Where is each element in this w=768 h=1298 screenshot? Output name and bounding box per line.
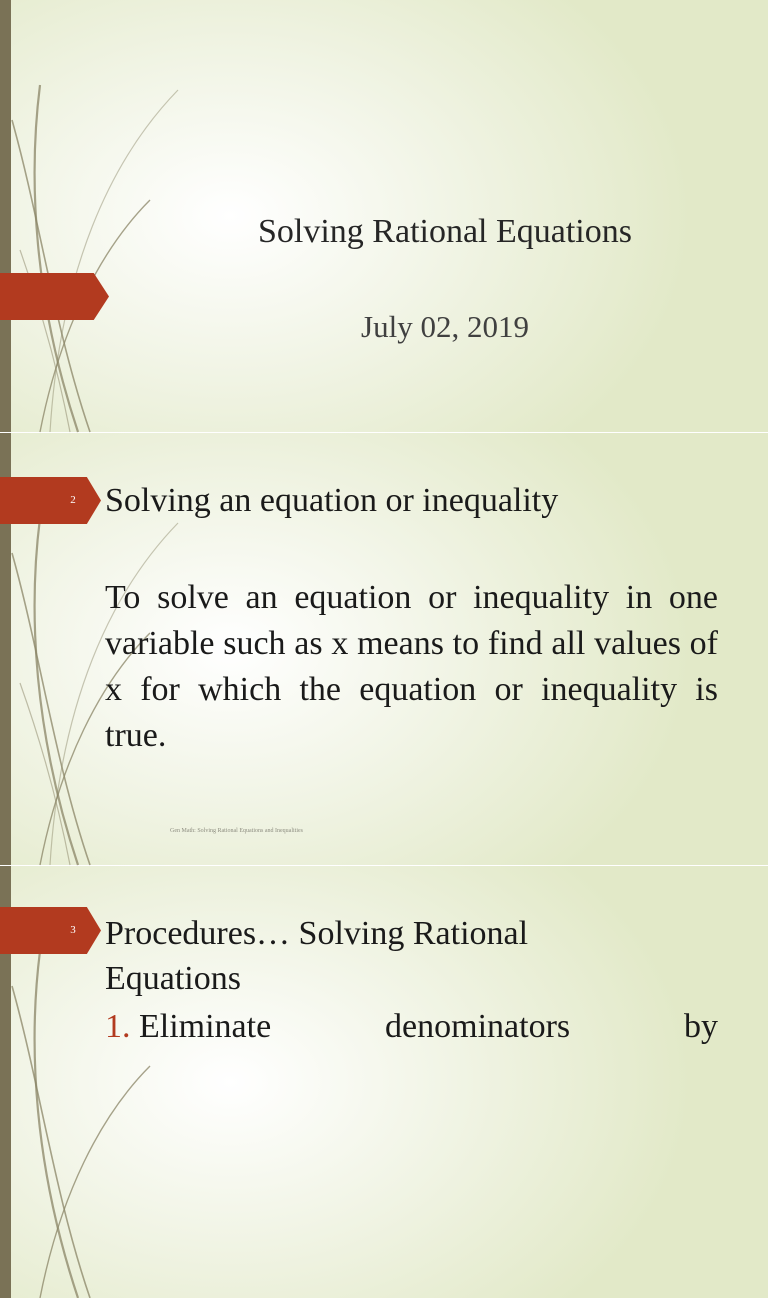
slide-footer: Gen Math: Solving Rational Equations and Inequalities <box>170 828 303 834</box>
slide-number: 3 <box>70 924 76 936</box>
slide-number: 2 <box>70 494 76 506</box>
list-item-first <box>105 1004 271 1050</box>
slide-heading: Solving an equation or inequality <box>105 482 559 519</box>
list-word: denominators <box>385 1008 571 1045</box>
slide-heading: Procedures… Solving Rational Equations <box>105 915 529 997</box>
list-word: by <box>683 1008 718 1045</box>
list-number: 1. <box>105 1008 131 1045</box>
slide-number-tag <box>0 477 101 524</box>
slide-body-text: To solve an equation or inequality in one variable such as x means to find all values of x for which the equation or inequality is true. <box>105 579 718 754</box>
slide-list-item <box>105 1004 718 1050</box>
slide-2[interactable] <box>0 433 768 865</box>
decorative-curves <box>0 0 220 432</box>
slide-tag-ribbon <box>0 273 109 320</box>
slide-1[interactable] <box>0 0 768 432</box>
slide-number-tag <box>0 907 101 954</box>
slide-date: July 02, 2019 <box>361 309 529 344</box>
list-word: Eliminate <box>139 1008 272 1045</box>
slide-3[interactable] <box>0 866 768 1298</box>
slide-title: Solving Rational Equations <box>258 213 632 250</box>
